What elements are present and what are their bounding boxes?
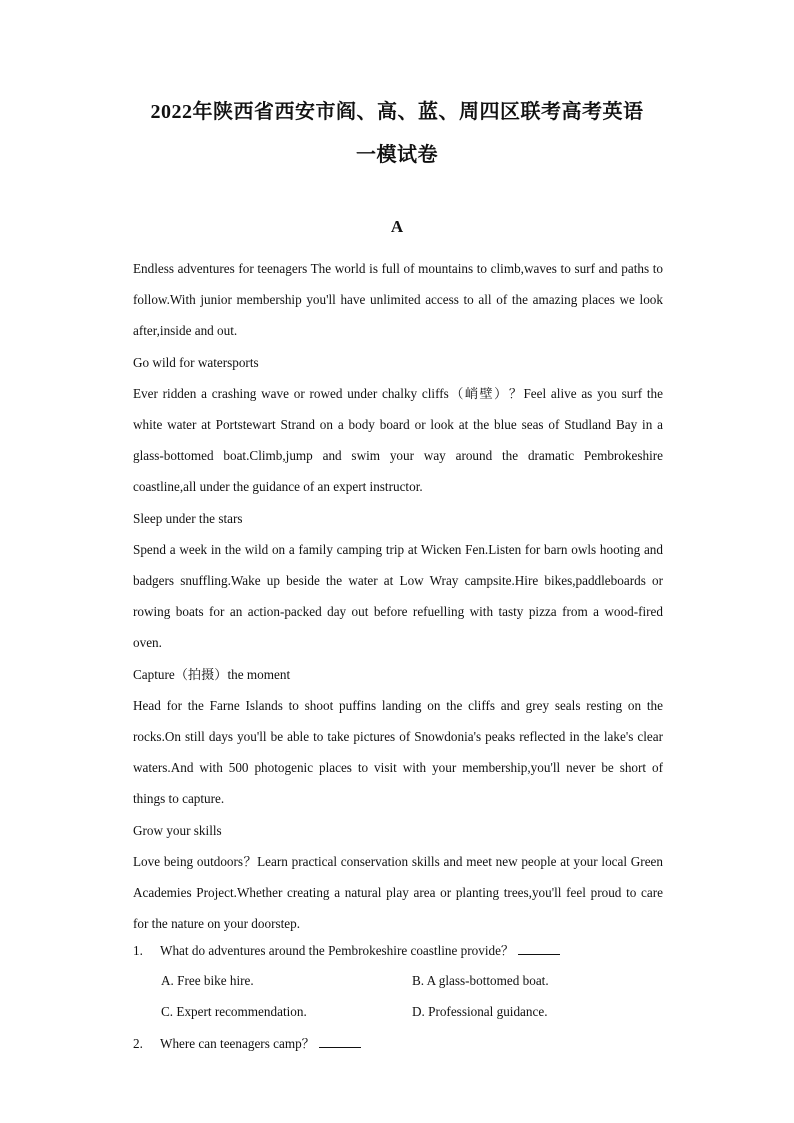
passage-heading-watersports: Go wild for watersports <box>133 354 259 370</box>
passage-intro: Endless adventures for teenagers The world is full of mountains to climb,waves to surf and paths to follow.With junior membership you'll have unlimited access to all of the amazing places we look after,inside and out. <box>133 261 663 339</box>
passage-paragraph-watersports: Ever ridden a crashing wave or rowed under chalky cliffs（峭壁）？Feel alive as you surf the white water at Portstewart Strand on a body board or look at the blue seas of Studland Bay in a glass-bottomed boat.Climb,jump and swim your way around the dramatic Pembrokeshire coastline,all under the guidance of an expert instructor. <box>133 385 663 495</box>
question-2 <box>133 1033 361 1054</box>
question-1-option-d[interactable]: D. Professional guidance. <box>412 1004 548 1019</box>
question-1-text: What do adventures around the Pembrokeshire coastline provide？ <box>160 943 515 958</box>
question-1 <box>133 940 560 961</box>
question-1-option-a[interactable]: A. Free bike hire. <box>161 973 254 988</box>
passage-heading-skills: Grow your skills <box>133 822 222 838</box>
passage-paragraph-stars: Spend a week in the wild on a family camping trip at Wicken Fen.Listen for barn owls hooting and badgers snuffling.Wake up beside the water at Low Wray campsite.Hire bikes,paddleboards or rowing boats for an action-packed day out before refuelling with tasty pizza from a wood-fired oven. <box>133 541 663 651</box>
answer-blank-1[interactable] <box>518 940 560 955</box>
question-1-option-b[interactable]: B. A glass-bottomed boat. <box>412 973 549 988</box>
question-2-number: 2. <box>133 1036 143 1051</box>
document-title-line-1: 2022年陕西省西安市阎、高、蓝、周四区联考高考英语 <box>150 101 644 123</box>
section-label: A <box>390 217 404 236</box>
passage-heading-capture: Capture（拍摄）the moment <box>133 666 291 682</box>
question-1-option-c[interactable]: C. Expert recommendation. <box>161 1004 307 1019</box>
reading-passage <box>133 253 663 939</box>
question-2-text: Where can teenagers camp？ <box>160 1036 315 1051</box>
passage-paragraph-capture: Head for the Farne Islands to shoot puffins landing on the cliffs and grey seals resting on the rocks.On still days you'll be able to take pictures of Snowdonia's peaks reflected in the lake's clear waters.And with 500 photogenic places to visit with your membership,you'll never be short of things to capture. <box>133 697 663 807</box>
document-title-line-2: 一模试卷 <box>356 144 438 166</box>
answer-blank-2[interactable] <box>319 1033 361 1048</box>
passage-paragraph-skills: Love being outdoors？Learn practical conservation skills and meet new people at your local Green Academies Project.Whether creating a natural play area or planting trees,you'll feel proud to care for the nature on your doorstep. <box>133 853 663 932</box>
passage-heading-stars: Sleep under the stars <box>133 510 243 526</box>
question-1-number: 1. <box>133 943 143 958</box>
